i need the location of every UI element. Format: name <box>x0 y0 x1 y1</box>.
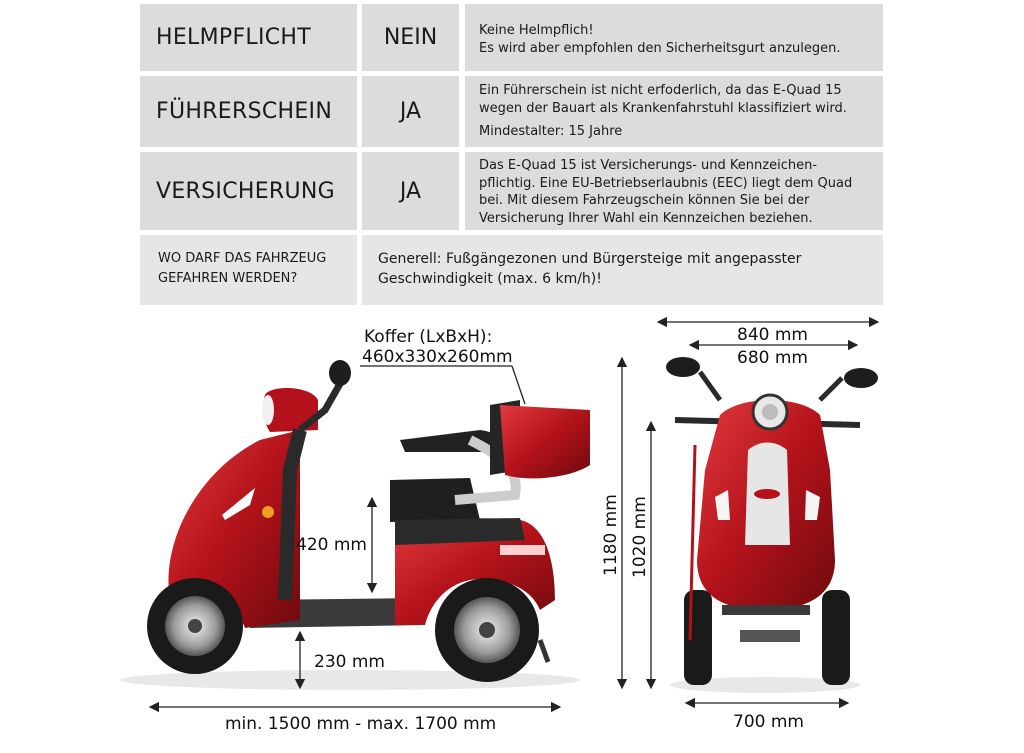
front-view <box>666 357 878 693</box>
side-view <box>120 360 590 690</box>
length-label: min. 1500 mm - max. 1700 mm <box>225 714 497 734</box>
desc-line: Keine Helmpflich! <box>479 23 594 38</box>
label-text: HELMPFLICHT <box>156 25 311 50</box>
desc-line: Ein Führerschein ist nicht erfoderlich, da das E-Quad 15 <box>479 83 842 98</box>
label-text: VERSICHERUNG <box>156 178 335 204</box>
desc-line: Mindestalter: 15 Jahre <box>479 124 623 139</box>
where-text-line: Generell: Fußgängezonen und Bürgersteige mit angepasster <box>378 251 802 267</box>
desc-line: wegen der Bauart als Krankenfahrstuhl klassifiziert wird. <box>479 100 847 116</box>
desc-line: pflichtig. Eine EU-Betriebserlaubnis (EEC) liegt dem Quad <box>479 175 853 191</box>
desc-line: bei. Mit diesem Fahrzeugschein können Sie bei der <box>479 193 810 208</box>
total-width-label: 840 mm <box>737 325 808 345</box>
where-text-line: Geschwindigkeit (max. 6 km/h)! <box>378 271 602 287</box>
where-label-line: WO DARF DAS FAHRZEUG <box>158 251 327 266</box>
value-text: NEIN <box>383 25 438 50</box>
desc-line: Das E-Quad 15 ist Versicherungs- und Kennzeichen- <box>479 158 818 173</box>
where-label-line: GEFAHREN WERDEN? <box>158 271 298 286</box>
body-width-label: 680 mm <box>737 348 808 368</box>
seat-height-label: 420 mm <box>296 535 367 555</box>
koffer-label: Koffer (LxBxH): <box>364 327 493 347</box>
desc-line: Versicherung Ihrer Wahl ein Kennzeichen beziehen. <box>479 210 813 226</box>
total-height-label: 1180 mm <box>601 494 621 576</box>
ground-clearance-label: 230 mm <box>314 652 385 672</box>
koffer-value: 460x330x260mm <box>362 347 513 367</box>
value-text: JA <box>399 178 422 204</box>
value-text: JA <box>399 99 422 124</box>
track-width-label: 700 mm <box>733 712 804 732</box>
desc-line: Es wird aber empfohlen den Sicherheitsgurt anzulegen. <box>479 40 841 56</box>
label-text: FÜHRERSCHEIN <box>156 99 333 124</box>
seat-back-height-label: 1020 mm <box>630 496 650 578</box>
